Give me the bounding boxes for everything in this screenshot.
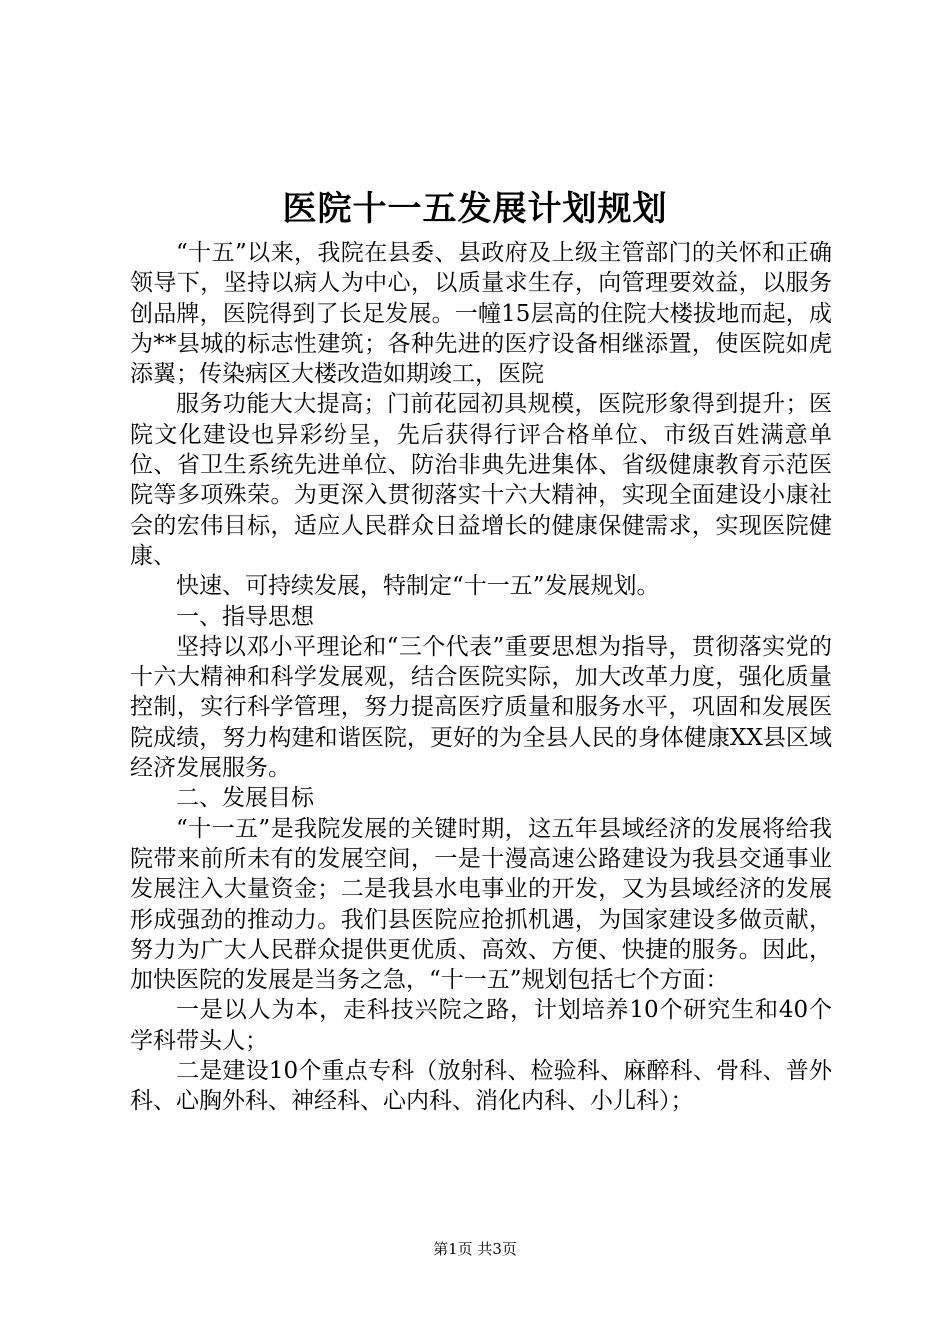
list-item-goal-2: 二是建设10个重点专科（放射科、检验科、麻醉科、骨科、普外科、心胸外科、神经科、心内科、消化内科、小儿科）； xyxy=(130,1058,832,1115)
paragraph-intro-2: 服务功能大大提高；门前花园初具规模，医院形象得到提升；医院文化建设也异彩纷呈，先后获得行评合格单位、市级百姓满意单位、省卫生系统先进单位、防治非典先进集体、省级健康教育示范医院等多项殊荣。为更深入贯彻落实十六大精神，实现全面建设小康社会的宏伟目标，适应人民群众日益增长的健康保健需求，实现医院健康、 xyxy=(130,391,832,569)
paragraph-guiding-thought: 坚持以邓小平理论和“三个代表”重要思想为指导，贯彻落实党的十六大精神和科学发展观，结合医院实际，加大改革力度，强化质量控制，实行科学管理，努力提高医疗质量和服务水平，巩固和发展医院成绩，努力构建和谐医院，更好的为全县人民的身体健康XX县区域经济发展服务。 xyxy=(130,633,832,782)
list-item-goal-1: 一是以人为本，走科技兴院之路，计划培养10个研究生和40个学科带头人； xyxy=(130,997,832,1054)
paragraph-intro-1: “十五”以来，我院在县委、县政府及上级主管部门的关怀和正确领导下，坚持以病人为中心，以质量求生存，向管理要效益，以服务创品牌，医院得到了长足发展。一幢15层高的住院大楼拔地而起，成为**县城的标志性建筑；各种先进的医疗设备相继添置，使医院如虎添翼；传染病区大楼改造如期竣工，医院 xyxy=(130,240,832,388)
section-heading-development-goals: 二、发展目标 xyxy=(176,785,314,812)
paragraph-intro-3: 快速、可持续发展，特制定“十一五”发展规划。 xyxy=(176,573,660,600)
section-heading-guiding-thought: 一、指导思想 xyxy=(176,603,314,630)
document-body xyxy=(130,238,832,1117)
paragraph-development-goals: “十一五”是我院发展的关键时期，这五年县域经济的发展将给我院带来前所未有的发展空间，一是十漫高速公路建设为我县交通事业发展注入大量资金；二是我县水电事业的开发，又为县域经济的发展形成强劲的推动力。我们县医院应抢抓机遇，为国家建设多做贡献，努力为广大人民群众提供更优质、高效、方便、快捷的服务。因此，加快医院的发展是当务之急，“十一五”规划包括七个方面： xyxy=(130,815,832,994)
page-footer: 第1页 共3页 xyxy=(433,1240,517,1258)
document-title: 医院十一五发展计划规划 xyxy=(282,189,668,229)
